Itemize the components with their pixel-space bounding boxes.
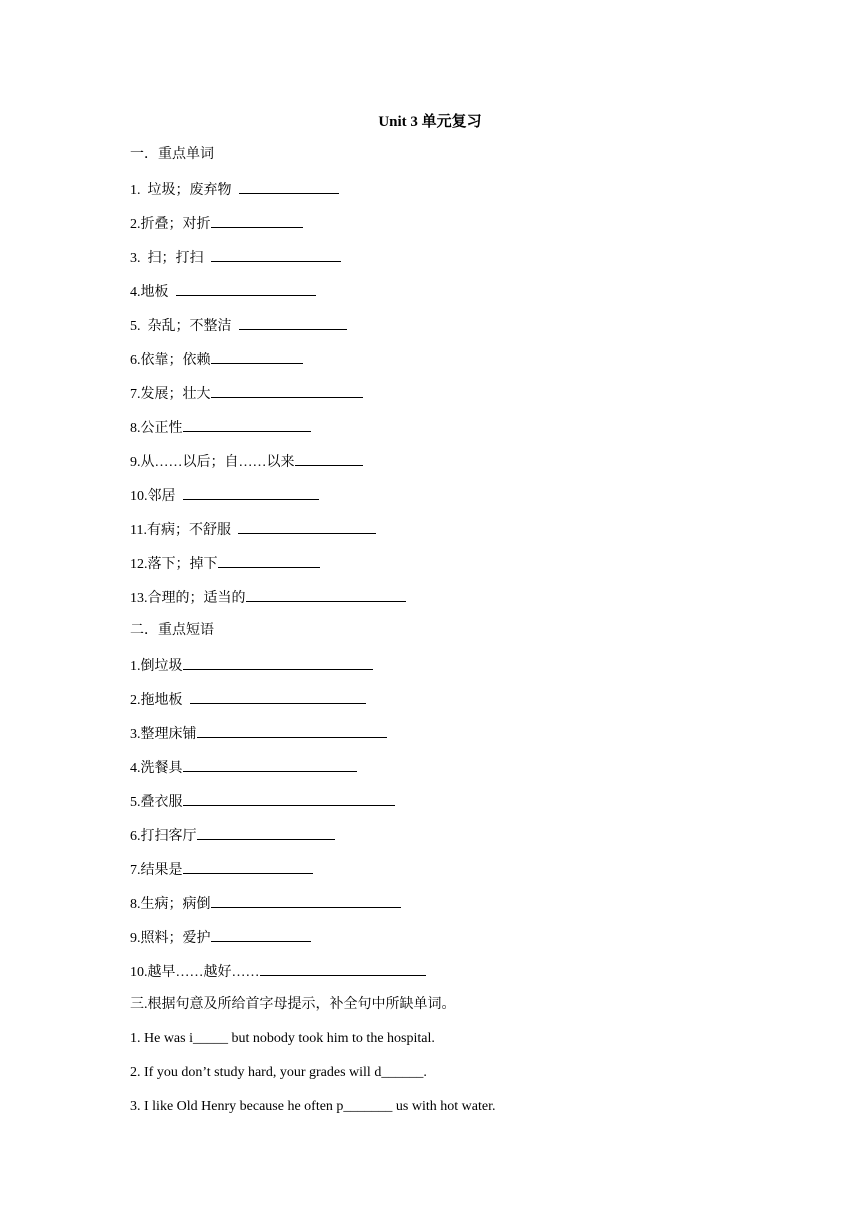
line-text: 5.叠衣服 — [130, 795, 183, 810]
exercise-line — [130, 520, 376, 540]
line-text: 3. 扫；打扫 — [130, 251, 211, 266]
answer-blank[interactable] — [260, 962, 426, 976]
answer-blank[interactable] — [211, 894, 401, 908]
line-text: 8.生病；病倒 — [130, 897, 211, 912]
answer-blank[interactable] — [183, 758, 357, 772]
line-text: 2. If you don’t study hard, your grades will d______. — [130, 1065, 427, 1080]
answer-blank[interactable] — [183, 656, 373, 670]
answer-blank[interactable] — [197, 724, 387, 738]
line-text: 7.发展；壮大 — [130, 387, 211, 402]
line-text: 12.落下；掉下 — [130, 557, 218, 572]
line-text: 10.越早……越好…… — [130, 965, 260, 980]
line-text: 9.从……以后；自……以来 — [130, 455, 295, 470]
exercise-line — [130, 316, 347, 336]
line-text: 一．重点单词 — [130, 147, 214, 162]
exercise-line — [130, 282, 316, 302]
exercise-line — [130, 962, 426, 982]
line-text: 三.根据句意及所给首字母提示，补全句中所缺单词。 — [130, 997, 456, 1012]
line-text: 2.拖地板 — [130, 693, 190, 708]
exercise-line — [130, 588, 406, 608]
line-text: 13.合理的；适当的 — [130, 591, 246, 606]
exercise-line — [130, 384, 363, 404]
line-text: 二．重点短语 — [130, 623, 214, 638]
exercise-line — [130, 554, 320, 574]
exercise-line — [130, 928, 311, 948]
answer-blank[interactable] — [176, 282, 316, 296]
exercise-line — [130, 214, 303, 234]
exercise-line — [130, 418, 311, 438]
exercise-line — [130, 724, 387, 744]
line-text: 8.公正性 — [130, 421, 183, 436]
exercise-line — [130, 486, 319, 506]
exercise-line — [130, 996, 456, 1014]
exercise-line — [130, 350, 303, 370]
page-title: Unit 3 单元复习 — [378, 114, 482, 130]
exercise-line — [130, 758, 357, 778]
line-text: 1.倒垃圾 — [130, 659, 183, 674]
line-text: 5. 杂乱；不整洁 — [130, 319, 239, 334]
exercise-line — [130, 860, 313, 880]
line-text: 1. He was i_____ but nobody took him to the hospital. — [130, 1031, 435, 1046]
exercise-line — [130, 1064, 427, 1082]
line-text: 6.打扫客厅 — [130, 829, 197, 844]
answer-blank[interactable] — [197, 826, 335, 840]
exercise-line — [130, 622, 214, 640]
answer-blank[interactable] — [295, 452, 363, 466]
exercise-line — [130, 792, 395, 812]
exercise-line — [130, 1030, 435, 1048]
exercise-line — [130, 656, 373, 676]
answer-blank[interactable] — [239, 316, 347, 330]
exercise-line — [130, 690, 366, 710]
answer-blank[interactable] — [238, 520, 376, 534]
answer-blank[interactable] — [183, 792, 395, 806]
exercise-line — [130, 894, 401, 914]
exercise-line — [130, 1098, 495, 1116]
line-text: 11.有病；不舒服 — [130, 523, 238, 538]
line-text: 4.地板 — [130, 285, 176, 300]
line-text: 2.折叠；对折 — [130, 217, 211, 232]
answer-blank[interactable] — [211, 384, 363, 398]
answer-blank[interactable] — [211, 214, 303, 228]
exercise-line — [130, 826, 335, 846]
line-text: 1. 垃圾；废弃物 — [130, 183, 239, 198]
answer-blank[interactable] — [211, 928, 311, 942]
answer-blank[interactable] — [183, 860, 313, 874]
answer-blank[interactable] — [183, 486, 319, 500]
exercise-line — [130, 452, 363, 472]
answer-blank[interactable] — [246, 588, 406, 602]
answer-blank[interactable] — [211, 350, 303, 364]
line-text: 10.邻居 — [130, 489, 183, 504]
exercise-line — [130, 146, 214, 164]
line-text: 4.洗餐具 — [130, 761, 183, 776]
line-text: 9.照料；爱护 — [130, 931, 211, 946]
line-text: 6.依靠；依赖 — [130, 353, 211, 368]
answer-blank[interactable] — [183, 418, 311, 432]
exercise-line — [130, 248, 341, 268]
answer-blank[interactable] — [239, 180, 339, 194]
answer-blank[interactable] — [190, 690, 366, 704]
line-text: 7.结果是 — [130, 863, 183, 878]
line-text: 3.整理床铺 — [130, 727, 197, 742]
exercise-line — [130, 180, 339, 200]
answer-blank[interactable] — [211, 248, 341, 262]
line-text: 3. I like Old Henry because he often p_______ us with hot water. — [130, 1099, 496, 1114]
answer-blank[interactable] — [218, 554, 320, 568]
